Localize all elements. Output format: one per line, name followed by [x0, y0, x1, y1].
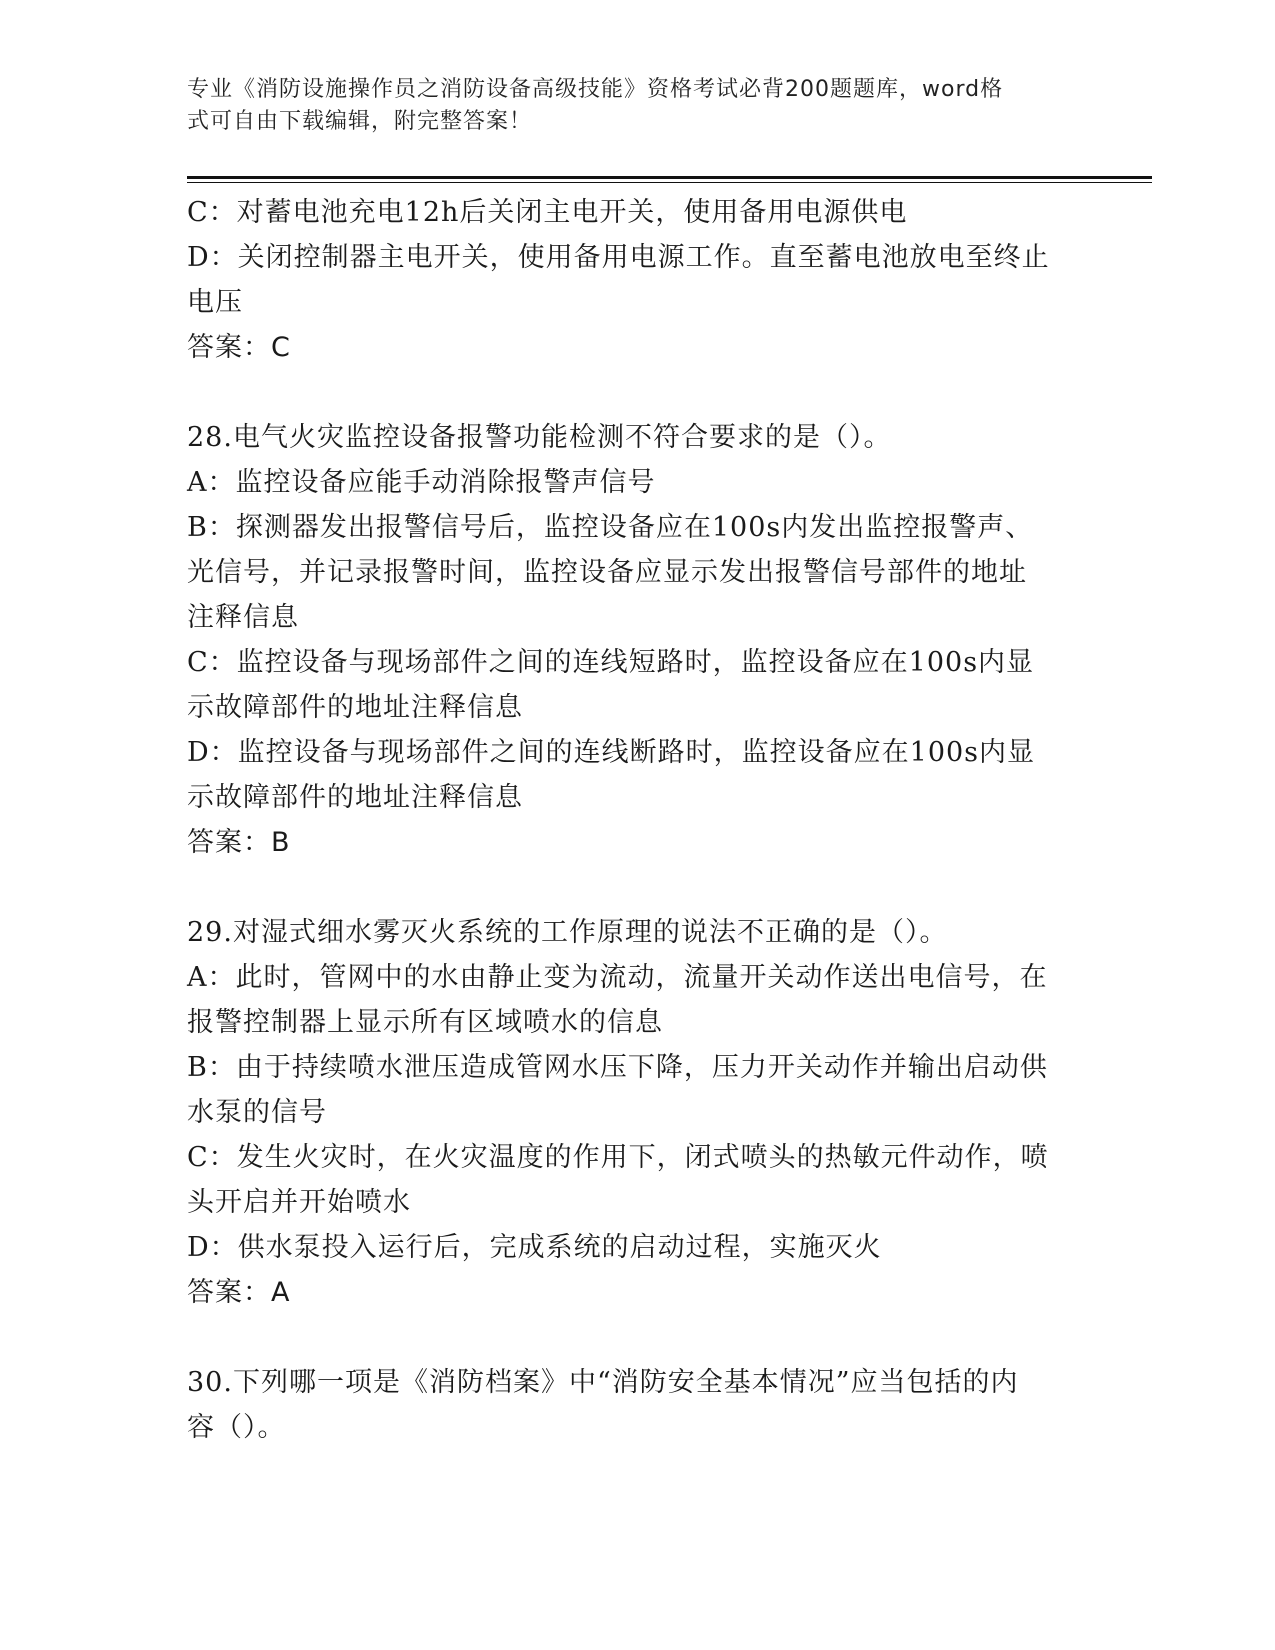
- option-b: B：由于持续喷水泄压造成管网水压下降，压力开关动作并输出启动供: [187, 1052, 1048, 1083]
- option-a: A：监控设备应能手动消除报警声信号: [187, 467, 656, 498]
- answer: 答案：C: [187, 332, 291, 363]
- question-29: [187, 910, 1087, 1315]
- document-body: [187, 190, 1087, 1450]
- option-b-continued: 光信号，并记录报警时间，监控设备应显示发出报警信号部件的地址: [187, 557, 1027, 588]
- header-line-1: 专业《消防设施操作员之消防设备高级技能》资格考试必背200题题库，word格: [187, 77, 1004, 102]
- spacer: [187, 865, 1087, 910]
- option-d-continued: 电压: [187, 287, 243, 318]
- spacer: [187, 1315, 1087, 1360]
- answer: 答案：A: [187, 1277, 291, 1308]
- option-d: D：监控设备与现场部件之间的连线断路时，监控设备应在100s内显: [187, 737, 1036, 768]
- question-stem: 28.电气火灾监控设备报警功能检测不符合要求的是（）。: [187, 422, 892, 453]
- header-rule-thick: [187, 176, 1152, 179]
- option-c-continued: 头开启并开始喷水: [187, 1187, 411, 1218]
- document-header: [187, 74, 1067, 138]
- option-b: B：探测器发出报警信号后，监控设备应在100s内发出监控报警声、: [187, 512, 1034, 543]
- option-d-continued: 示故障部件的地址注释信息: [187, 782, 523, 813]
- option-d: D：关闭控制器主电开关，使用备用电源工作。直至蓄电池放电至终止: [187, 242, 1050, 273]
- option-c: C：对蓄电池充电12h后关闭主电开关，使用备用电源供电: [187, 197, 908, 228]
- header-line-2: 式可自由下载编辑，附完整答案！: [187, 109, 533, 134]
- option-d: D：供水泵投入运行后，完成系统的启动过程，实施灭火: [187, 1232, 882, 1263]
- question-28: [187, 415, 1087, 865]
- question-27-continued: [187, 190, 1087, 370]
- spacer: [187, 370, 1087, 415]
- question-stem: 30.下列哪一项是《消防档案》中“消防安全基本情况”应当包括的内: [187, 1367, 1019, 1398]
- header-rule-thin: [187, 182, 1152, 183]
- question-30: [187, 1360, 1087, 1450]
- option-c-continued: 示故障部件的地址注释信息: [187, 692, 523, 723]
- option-c: C：发生火灾时，在火灾温度的作用下，闭式喷头的热敏元件动作，喷: [187, 1142, 1049, 1173]
- option-c: C：监控设备与现场部件之间的连线短路时，监控设备应在100s内显: [187, 647, 1035, 678]
- option-b-continued: 水泵的信号: [187, 1097, 327, 1128]
- option-a-continued: 报警控制器上显示所有区域喷水的信息: [187, 1007, 663, 1038]
- answer: 答案：B: [187, 827, 291, 858]
- option-b-continued: 注释信息: [187, 602, 299, 633]
- option-a: A：此时，管网中的水由静止变为流动，流量开关动作送出电信号，在: [187, 962, 1048, 993]
- question-stem-continued: 容（）。: [187, 1412, 286, 1443]
- question-stem: 29.对湿式细水雾灭火系统的工作原理的说法不正确的是（）。: [187, 917, 948, 948]
